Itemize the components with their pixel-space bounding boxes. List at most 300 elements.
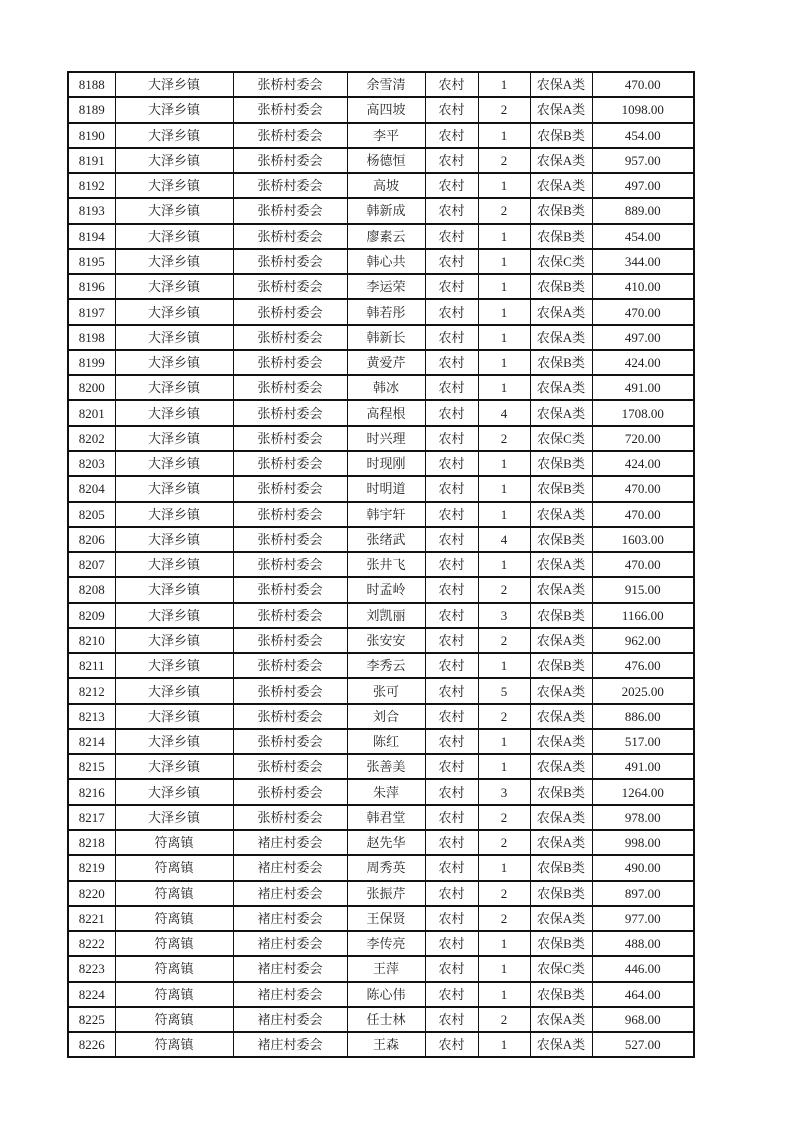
cell-serial-number: 8212 xyxy=(68,678,115,703)
cell-serial-number: 8216 xyxy=(68,779,115,804)
cell-person-count: 4 xyxy=(478,527,530,552)
cell-residence-type: 农村 xyxy=(425,628,478,653)
cell-amount: 897.00 xyxy=(592,881,694,906)
cell-person-count: 2 xyxy=(478,1007,530,1032)
cell-residence-type: 农村 xyxy=(425,502,478,527)
cell-serial-number: 8194 xyxy=(68,224,115,249)
cell-township: 大泽乡镇 xyxy=(115,224,233,249)
table-row xyxy=(68,97,694,122)
cell-person-count: 1 xyxy=(478,123,530,148)
cell-insurance-category: 农保A类 xyxy=(530,325,592,350)
cell-person-name: 王森 xyxy=(347,1032,425,1057)
cell-person-name: 韩心共 xyxy=(347,249,425,274)
cell-residence-type: 农村 xyxy=(425,704,478,729)
cell-township: 符离镇 xyxy=(115,1007,233,1032)
cell-person-name: 李传亮 xyxy=(347,931,425,956)
cell-residence-type: 农村 xyxy=(425,476,478,501)
cell-insurance-category: 农保C类 xyxy=(530,956,592,981)
cell-village-committee: 张桥村委会 xyxy=(233,603,347,628)
cell-village-committee: 张桥村委会 xyxy=(233,552,347,577)
table-row xyxy=(68,729,694,754)
cell-serial-number: 8221 xyxy=(68,906,115,931)
cell-insurance-category: 农保A类 xyxy=(530,400,592,425)
cell-insurance-category: 农保A类 xyxy=(530,906,592,931)
cell-village-committee: 张桥村委会 xyxy=(233,704,347,729)
cell-person-name: 刘凯丽 xyxy=(347,603,425,628)
cell-person-count: 1 xyxy=(478,72,530,97)
table-row xyxy=(68,982,694,1007)
cell-serial-number: 8211 xyxy=(68,653,115,678)
cell-insurance-category: 农保A类 xyxy=(530,375,592,400)
cell-insurance-category: 农保A类 xyxy=(530,1007,592,1032)
cell-insurance-category: 农保B类 xyxy=(530,931,592,956)
cell-person-name: 李运荣 xyxy=(347,274,425,299)
table-row xyxy=(68,577,694,602)
cell-person-name: 高坡 xyxy=(347,173,425,198)
cell-serial-number: 8200 xyxy=(68,375,115,400)
table-row xyxy=(68,754,694,779)
cell-township: 符离镇 xyxy=(115,956,233,981)
cell-township: 大泽乡镇 xyxy=(115,325,233,350)
table-row xyxy=(68,325,694,350)
table-row xyxy=(68,426,694,451)
cell-person-name: 朱萍 xyxy=(347,779,425,804)
cell-insurance-category: 农保A类 xyxy=(530,577,592,602)
cell-village-committee: 张桥村委会 xyxy=(233,653,347,678)
table-row xyxy=(68,148,694,173)
cell-township: 大泽乡镇 xyxy=(115,299,233,324)
table-row xyxy=(68,628,694,653)
cell-person-name: 时明道 xyxy=(347,476,425,501)
cell-person-name: 余雪清 xyxy=(347,72,425,97)
cell-amount: 889.00 xyxy=(592,198,694,223)
cell-serial-number: 8220 xyxy=(68,881,115,906)
cell-township: 大泽乡镇 xyxy=(115,97,233,122)
cell-serial-number: 8189 xyxy=(68,97,115,122)
table-row xyxy=(68,173,694,198)
cell-village-committee: 褚庄村委会 xyxy=(233,830,347,855)
cell-serial-number: 8193 xyxy=(68,198,115,223)
cell-person-count: 3 xyxy=(478,779,530,804)
cell-person-count: 2 xyxy=(478,805,530,830)
cell-person-name: 时兴理 xyxy=(347,426,425,451)
cell-village-committee: 张桥村委会 xyxy=(233,476,347,501)
table-row xyxy=(68,451,694,476)
cell-serial-number: 8195 xyxy=(68,249,115,274)
cell-residence-type: 农村 xyxy=(425,350,478,375)
cell-residence-type: 农村 xyxy=(425,603,478,628)
cell-township: 大泽乡镇 xyxy=(115,249,233,274)
cell-township: 大泽乡镇 xyxy=(115,426,233,451)
cell-person-count: 1 xyxy=(478,956,530,981)
cell-insurance-category: 农保B类 xyxy=(530,224,592,249)
cell-person-count: 5 xyxy=(478,678,530,703)
cell-person-count: 1 xyxy=(478,274,530,299)
cell-township: 大泽乡镇 xyxy=(115,400,233,425)
cell-amount: 998.00 xyxy=(592,830,694,855)
cell-person-name: 陈红 xyxy=(347,729,425,754)
cell-amount: 1098.00 xyxy=(592,97,694,122)
table-row xyxy=(68,704,694,729)
cell-insurance-category: 农保B类 xyxy=(530,653,592,678)
cell-residence-type: 农村 xyxy=(425,1007,478,1032)
cell-township: 大泽乡镇 xyxy=(115,173,233,198)
cell-person-name: 周秀英 xyxy=(347,855,425,880)
cell-amount: 344.00 xyxy=(592,249,694,274)
cell-amount: 470.00 xyxy=(592,502,694,527)
cell-village-committee: 张桥村委会 xyxy=(233,148,347,173)
cell-person-name: 高四坡 xyxy=(347,97,425,122)
cell-insurance-category: 农保B类 xyxy=(530,603,592,628)
cell-person-name: 杨德恒 xyxy=(347,148,425,173)
table-row xyxy=(68,299,694,324)
cell-township: 大泽乡镇 xyxy=(115,603,233,628)
cell-serial-number: 8203 xyxy=(68,451,115,476)
cell-serial-number: 8205 xyxy=(68,502,115,527)
cell-person-count: 2 xyxy=(478,148,530,173)
cell-amount: 886.00 xyxy=(592,704,694,729)
cell-township: 符离镇 xyxy=(115,906,233,931)
table-row xyxy=(68,224,694,249)
cell-insurance-category: 农保B类 xyxy=(530,982,592,1007)
cell-village-committee: 褚庄村委会 xyxy=(233,982,347,1007)
cell-serial-number: 8214 xyxy=(68,729,115,754)
cell-township: 大泽乡镇 xyxy=(115,451,233,476)
cell-amount: 978.00 xyxy=(592,805,694,830)
cell-residence-type: 农村 xyxy=(425,1032,478,1057)
cell-village-committee: 张桥村委会 xyxy=(233,299,347,324)
cell-amount: 962.00 xyxy=(592,628,694,653)
cell-person-count: 2 xyxy=(478,906,530,931)
cell-township: 大泽乡镇 xyxy=(115,577,233,602)
table-row xyxy=(68,527,694,552)
cell-residence-type: 农村 xyxy=(425,779,478,804)
cell-insurance-category: 农保A类 xyxy=(530,502,592,527)
cell-residence-type: 农村 xyxy=(425,653,478,678)
cell-insurance-category: 农保B类 xyxy=(530,198,592,223)
cell-amount: 1166.00 xyxy=(592,603,694,628)
table-row xyxy=(68,1032,694,1057)
cell-village-committee: 张桥村委会 xyxy=(233,729,347,754)
cell-person-count: 2 xyxy=(478,426,530,451)
cell-insurance-category: 农保B类 xyxy=(530,451,592,476)
cell-serial-number: 8210 xyxy=(68,628,115,653)
cell-township: 大泽乡镇 xyxy=(115,476,233,501)
cell-township: 大泽乡镇 xyxy=(115,198,233,223)
cell-township: 大泽乡镇 xyxy=(115,123,233,148)
cell-township: 大泽乡镇 xyxy=(115,729,233,754)
table-row xyxy=(68,603,694,628)
cell-serial-number: 8219 xyxy=(68,855,115,880)
cell-insurance-category: 农保A类 xyxy=(530,148,592,173)
cell-serial-number: 8202 xyxy=(68,426,115,451)
cell-insurance-category: 农保B类 xyxy=(530,881,592,906)
cell-insurance-category: 农保A类 xyxy=(530,830,592,855)
cell-township: 符离镇 xyxy=(115,881,233,906)
table-row xyxy=(68,881,694,906)
cell-village-committee: 张桥村委会 xyxy=(233,451,347,476)
cell-residence-type: 农村 xyxy=(425,729,478,754)
table-row xyxy=(68,350,694,375)
cell-person-name: 李平 xyxy=(347,123,425,148)
cell-amount: 720.00 xyxy=(592,426,694,451)
insurance-roster-table xyxy=(67,71,695,1058)
cell-residence-type: 农村 xyxy=(425,956,478,981)
table-row xyxy=(68,1007,694,1032)
cell-insurance-category: 农保A类 xyxy=(530,754,592,779)
cell-township: 大泽乡镇 xyxy=(115,704,233,729)
cell-serial-number: 8201 xyxy=(68,400,115,425)
cell-insurance-category: 农保A类 xyxy=(530,805,592,830)
cell-insurance-category: 农保C类 xyxy=(530,426,592,451)
cell-insurance-category: 农保A类 xyxy=(530,173,592,198)
cell-serial-number: 8209 xyxy=(68,603,115,628)
cell-village-committee: 褚庄村委会 xyxy=(233,956,347,981)
cell-person-name: 韩冰 xyxy=(347,375,425,400)
cell-township: 大泽乡镇 xyxy=(115,678,233,703)
cell-insurance-category: 农保B类 xyxy=(530,123,592,148)
cell-village-committee: 张桥村委会 xyxy=(233,173,347,198)
cell-person-count: 1 xyxy=(478,653,530,678)
cell-village-committee: 张桥村委会 xyxy=(233,350,347,375)
cell-village-committee: 张桥村委会 xyxy=(233,502,347,527)
cell-person-name: 陈心伟 xyxy=(347,982,425,1007)
cell-residence-type: 农村 xyxy=(425,400,478,425)
cell-residence-type: 农村 xyxy=(425,577,478,602)
cell-person-name: 李秀云 xyxy=(347,653,425,678)
cell-residence-type: 农村 xyxy=(425,678,478,703)
cell-residence-type: 农村 xyxy=(425,805,478,830)
cell-residence-type: 农村 xyxy=(425,754,478,779)
cell-insurance-category: 农保A类 xyxy=(530,97,592,122)
cell-insurance-category: 农保A类 xyxy=(530,72,592,97)
cell-person-name: 任士林 xyxy=(347,1007,425,1032)
cell-serial-number: 8226 xyxy=(68,1032,115,1057)
cell-amount: 488.00 xyxy=(592,931,694,956)
cell-serial-number: 8224 xyxy=(68,982,115,1007)
cell-residence-type: 农村 xyxy=(425,881,478,906)
cell-serial-number: 8222 xyxy=(68,931,115,956)
cell-village-committee: 张桥村委会 xyxy=(233,400,347,425)
cell-amount: 968.00 xyxy=(592,1007,694,1032)
cell-village-committee: 褚庄村委会 xyxy=(233,855,347,880)
cell-village-committee: 张桥村委会 xyxy=(233,779,347,804)
cell-person-count: 1 xyxy=(478,224,530,249)
cell-person-count: 2 xyxy=(478,97,530,122)
cell-serial-number: 8207 xyxy=(68,552,115,577)
cell-person-count: 1 xyxy=(478,502,530,527)
cell-serial-number: 8223 xyxy=(68,956,115,981)
table-row xyxy=(68,855,694,880)
table-row xyxy=(68,678,694,703)
cell-village-committee: 褚庄村委会 xyxy=(233,906,347,931)
cell-township: 大泽乡镇 xyxy=(115,552,233,577)
cell-residence-type: 农村 xyxy=(425,148,478,173)
cell-amount: 491.00 xyxy=(592,375,694,400)
cell-village-committee: 褚庄村委会 xyxy=(233,881,347,906)
cell-person-count: 1 xyxy=(478,249,530,274)
cell-amount: 470.00 xyxy=(592,299,694,324)
cell-person-count: 1 xyxy=(478,931,530,956)
cell-village-committee: 张桥村委会 xyxy=(233,577,347,602)
cell-person-count: 2 xyxy=(478,198,530,223)
cell-village-committee: 张桥村委会 xyxy=(233,123,347,148)
cell-township: 大泽乡镇 xyxy=(115,805,233,830)
cell-amount: 527.00 xyxy=(592,1032,694,1057)
cell-residence-type: 农村 xyxy=(425,224,478,249)
cell-person-name: 韩若彤 xyxy=(347,299,425,324)
cell-person-name: 张可 xyxy=(347,678,425,703)
cell-amount: 464.00 xyxy=(592,982,694,1007)
cell-village-committee: 褚庄村委会 xyxy=(233,931,347,956)
cell-person-count: 2 xyxy=(478,830,530,855)
cell-village-committee: 张桥村委会 xyxy=(233,628,347,653)
cell-amount: 454.00 xyxy=(592,123,694,148)
cell-township: 大泽乡镇 xyxy=(115,754,233,779)
cell-person-name: 王保贤 xyxy=(347,906,425,931)
table-row xyxy=(68,375,694,400)
table-row xyxy=(68,72,694,97)
cell-person-name: 刘合 xyxy=(347,704,425,729)
cell-residence-type: 农村 xyxy=(425,123,478,148)
cell-person-name: 张安安 xyxy=(347,628,425,653)
cell-residence-type: 农村 xyxy=(425,830,478,855)
cell-person-count: 2 xyxy=(478,881,530,906)
cell-person-count: 3 xyxy=(478,603,530,628)
cell-insurance-category: 农保A类 xyxy=(530,704,592,729)
table-row xyxy=(68,906,694,931)
cell-residence-type: 农村 xyxy=(425,299,478,324)
cell-amount: 491.00 xyxy=(592,754,694,779)
cell-insurance-category: 农保A类 xyxy=(530,678,592,703)
cell-village-committee: 张桥村委会 xyxy=(233,678,347,703)
cell-insurance-category: 农保A类 xyxy=(530,1032,592,1057)
cell-person-count: 1 xyxy=(478,729,530,754)
cell-village-committee: 褚庄村委会 xyxy=(233,1032,347,1057)
cell-township: 大泽乡镇 xyxy=(115,653,233,678)
cell-person-count: 1 xyxy=(478,375,530,400)
cell-township: 大泽乡镇 xyxy=(115,779,233,804)
table-row xyxy=(68,653,694,678)
cell-village-committee: 张桥村委会 xyxy=(233,224,347,249)
cell-serial-number: 8199 xyxy=(68,350,115,375)
cell-amount: 446.00 xyxy=(592,956,694,981)
cell-insurance-category: 农保B类 xyxy=(530,855,592,880)
cell-person-name: 韩君堂 xyxy=(347,805,425,830)
cell-residence-type: 农村 xyxy=(425,931,478,956)
cell-person-count: 1 xyxy=(478,350,530,375)
cell-serial-number: 8192 xyxy=(68,173,115,198)
cell-person-count: 1 xyxy=(478,451,530,476)
cell-township: 符离镇 xyxy=(115,830,233,855)
table-row xyxy=(68,502,694,527)
cell-person-count: 1 xyxy=(478,552,530,577)
cell-township: 符离镇 xyxy=(115,931,233,956)
cell-person-name: 黄爱芹 xyxy=(347,350,425,375)
cell-residence-type: 农村 xyxy=(425,274,478,299)
cell-serial-number: 8208 xyxy=(68,577,115,602)
cell-township: 大泽乡镇 xyxy=(115,628,233,653)
cell-village-committee: 张桥村委会 xyxy=(233,72,347,97)
cell-residence-type: 农村 xyxy=(425,97,478,122)
cell-person-count: 4 xyxy=(478,400,530,425)
cell-township: 符离镇 xyxy=(115,855,233,880)
cell-amount: 490.00 xyxy=(592,855,694,880)
table-row xyxy=(68,956,694,981)
cell-person-count: 1 xyxy=(478,299,530,324)
cell-township: 大泽乡镇 xyxy=(115,375,233,400)
cell-serial-number: 8197 xyxy=(68,299,115,324)
cell-serial-number: 8206 xyxy=(68,527,115,552)
cell-village-committee: 张桥村委会 xyxy=(233,198,347,223)
cell-person-count: 2 xyxy=(478,628,530,653)
cell-person-count: 1 xyxy=(478,855,530,880)
cell-township: 大泽乡镇 xyxy=(115,502,233,527)
cell-amount: 476.00 xyxy=(592,653,694,678)
cell-amount: 470.00 xyxy=(592,552,694,577)
cell-amount: 470.00 xyxy=(592,476,694,501)
cell-amount: 497.00 xyxy=(592,325,694,350)
cell-person-count: 1 xyxy=(478,754,530,779)
cell-person-count: 2 xyxy=(478,704,530,729)
cell-person-name: 韩新长 xyxy=(347,325,425,350)
cell-amount: 424.00 xyxy=(592,451,694,476)
table-body xyxy=(68,72,694,1057)
table-row xyxy=(68,123,694,148)
cell-amount: 410.00 xyxy=(592,274,694,299)
cell-residence-type: 农村 xyxy=(425,375,478,400)
cell-residence-type: 农村 xyxy=(425,982,478,1007)
table-row xyxy=(68,400,694,425)
cell-person-count: 1 xyxy=(478,325,530,350)
cell-residence-type: 农村 xyxy=(425,198,478,223)
cell-person-count: 1 xyxy=(478,1032,530,1057)
table-row xyxy=(68,931,694,956)
cell-village-committee: 张桥村委会 xyxy=(233,754,347,779)
cell-insurance-category: 农保B类 xyxy=(530,350,592,375)
cell-serial-number: 8188 xyxy=(68,72,115,97)
cell-residence-type: 农村 xyxy=(425,426,478,451)
cell-residence-type: 农村 xyxy=(425,173,478,198)
cell-serial-number: 8218 xyxy=(68,830,115,855)
cell-insurance-category: 农保B类 xyxy=(530,274,592,299)
cell-township: 大泽乡镇 xyxy=(115,350,233,375)
cell-township: 大泽乡镇 xyxy=(115,72,233,97)
cell-township: 符离镇 xyxy=(115,982,233,1007)
cell-person-name: 廖素云 xyxy=(347,224,425,249)
cell-person-name: 高程根 xyxy=(347,400,425,425)
cell-person-count: 1 xyxy=(478,476,530,501)
cell-amount: 424.00 xyxy=(592,350,694,375)
cell-insurance-category: 农保B类 xyxy=(530,779,592,804)
cell-village-committee: 张桥村委会 xyxy=(233,805,347,830)
cell-serial-number: 8190 xyxy=(68,123,115,148)
cell-amount: 454.00 xyxy=(592,224,694,249)
table-row xyxy=(68,779,694,804)
cell-person-name: 韩新成 xyxy=(347,198,425,223)
cell-serial-number: 8198 xyxy=(68,325,115,350)
cell-residence-type: 农村 xyxy=(425,249,478,274)
cell-person-count: 1 xyxy=(478,173,530,198)
table-row xyxy=(68,805,694,830)
cell-village-committee: 褚庄村委会 xyxy=(233,1007,347,1032)
cell-serial-number: 8217 xyxy=(68,805,115,830)
cell-village-committee: 张桥村委会 xyxy=(233,527,347,552)
cell-serial-number: 8225 xyxy=(68,1007,115,1032)
cell-person-count: 2 xyxy=(478,577,530,602)
cell-insurance-category: 农保A类 xyxy=(530,299,592,324)
cell-amount: 1264.00 xyxy=(592,779,694,804)
